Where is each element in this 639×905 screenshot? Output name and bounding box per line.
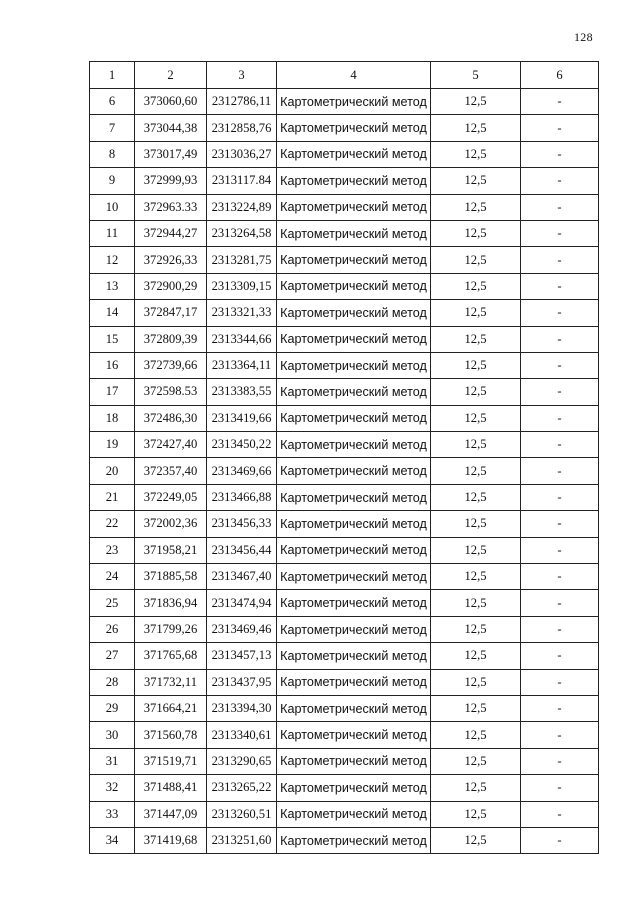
accuracy-cell: 12,5 — [431, 405, 521, 431]
note-cell: - — [521, 194, 599, 220]
table-row — [90, 326, 599, 352]
point-number-cell: 6 — [90, 89, 135, 115]
note-cell: - — [521, 247, 599, 273]
x-coordinate-cell: 371799,26 — [135, 616, 207, 642]
point-number-cell: 15 — [90, 326, 135, 352]
note-cell: - — [521, 115, 599, 141]
method-cell: Картометрический метод — [277, 722, 431, 748]
y-coordinate-cell: 2313383,55 — [207, 379, 277, 405]
point-number-cell: 14 — [90, 300, 135, 326]
y-coordinate-cell: 2313450,22 — [207, 432, 277, 458]
point-number-cell: 33 — [90, 801, 135, 827]
note-cell: - — [521, 300, 599, 326]
method-cell: Картометрический метод — [277, 827, 431, 853]
table-row — [90, 722, 599, 748]
accuracy-cell: 12,5 — [431, 590, 521, 616]
method-cell: Картометрический метод — [277, 115, 431, 141]
y-coordinate-cell: 2313117.84 — [207, 168, 277, 194]
x-coordinate-cell: 372739,66 — [135, 352, 207, 378]
x-coordinate-cell: 373044,38 — [135, 115, 207, 141]
y-coordinate-cell: 2313260,51 — [207, 801, 277, 827]
x-coordinate-cell: 371488,41 — [135, 775, 207, 801]
y-coordinate-cell: 2313281,75 — [207, 247, 277, 273]
note-cell: - — [521, 564, 599, 590]
point-number-cell: 34 — [90, 827, 135, 853]
point-number-cell: 11 — [90, 220, 135, 246]
table-row — [90, 564, 599, 590]
note-cell: - — [521, 695, 599, 721]
accuracy-cell: 12,5 — [431, 722, 521, 748]
x-coordinate-cell: 371664,21 — [135, 695, 207, 721]
y-coordinate-cell: 2313265,22 — [207, 775, 277, 801]
x-coordinate-cell: 372427,40 — [135, 432, 207, 458]
method-cell: Картометрический метод — [277, 801, 431, 827]
y-coordinate-cell: 2313224,89 — [207, 194, 277, 220]
point-number-cell: 29 — [90, 695, 135, 721]
x-coordinate-cell: 372002,36 — [135, 511, 207, 537]
table-row — [90, 273, 599, 299]
x-coordinate-cell: 372357,40 — [135, 458, 207, 484]
method-cell: Картометрический метод — [277, 748, 431, 774]
accuracy-cell: 12,5 — [431, 695, 521, 721]
accuracy-cell: 12,5 — [431, 247, 521, 273]
accuracy-cell: 12,5 — [431, 801, 521, 827]
note-cell: - — [521, 141, 599, 167]
accuracy-cell: 12,5 — [431, 273, 521, 299]
note-cell: - — [521, 722, 599, 748]
header-row — [90, 62, 599, 89]
method-cell: Картометрический метод — [277, 326, 431, 352]
point-number-cell: 27 — [90, 643, 135, 669]
method-cell: Картометрический метод — [277, 695, 431, 721]
method-cell: Картометрический метод — [277, 564, 431, 590]
accuracy-cell: 12,5 — [431, 564, 521, 590]
note-cell: - — [521, 775, 599, 801]
method-cell: Картометрический метод — [277, 643, 431, 669]
y-coordinate-cell: 2312786,11 — [207, 89, 277, 115]
note-cell: - — [521, 511, 599, 537]
point-number-cell: 8 — [90, 141, 135, 167]
y-coordinate-cell: 2313466,88 — [207, 484, 277, 510]
y-coordinate-cell: 2313321,33 — [207, 300, 277, 326]
accuracy-cell: 12,5 — [431, 432, 521, 458]
note-cell: - — [521, 432, 599, 458]
method-cell: Картометрический метод — [277, 352, 431, 378]
x-coordinate-cell: 373060,60 — [135, 89, 207, 115]
point-number-cell: 24 — [90, 564, 135, 590]
y-coordinate-cell: 2312858,76 — [207, 115, 277, 141]
table-row — [90, 458, 599, 484]
method-cell: Картометрический метод — [277, 511, 431, 537]
y-coordinate-cell: 2313457,13 — [207, 643, 277, 669]
table-row — [90, 590, 599, 616]
accuracy-cell: 12,5 — [431, 669, 521, 695]
note-cell: - — [521, 669, 599, 695]
table-row — [90, 748, 599, 774]
x-coordinate-cell: 371958,21 — [135, 537, 207, 563]
method-cell: Картометрический метод — [277, 616, 431, 642]
table-row — [90, 89, 599, 115]
note-cell: - — [521, 801, 599, 827]
y-coordinate-cell: 2313469,66 — [207, 458, 277, 484]
column-header: 3 — [207, 62, 277, 89]
note-cell: - — [521, 484, 599, 510]
y-coordinate-cell: 2313456,44 — [207, 537, 277, 563]
method-cell: Картометрический метод — [277, 379, 431, 405]
method-cell: Картометрический метод — [277, 300, 431, 326]
point-number-cell: 19 — [90, 432, 135, 458]
note-cell: - — [521, 89, 599, 115]
accuracy-cell: 12,5 — [431, 220, 521, 246]
accuracy-cell: 12,5 — [431, 827, 521, 853]
y-coordinate-cell: 2313469,46 — [207, 616, 277, 642]
x-coordinate-cell: 373017,49 — [135, 141, 207, 167]
x-coordinate-cell: 371836,94 — [135, 590, 207, 616]
point-number-cell: 21 — [90, 484, 135, 510]
y-coordinate-cell: 2313419,66 — [207, 405, 277, 431]
method-cell: Картометрический метод — [277, 168, 431, 194]
accuracy-cell: 12,5 — [431, 484, 521, 510]
table-row — [90, 801, 599, 827]
y-coordinate-cell: 2313394,30 — [207, 695, 277, 721]
accuracy-cell: 12,5 — [431, 775, 521, 801]
x-coordinate-cell: 371732,11 — [135, 669, 207, 695]
method-cell: Картометрический метод — [277, 141, 431, 167]
table-row — [90, 695, 599, 721]
method-cell: Картометрический метод — [277, 458, 431, 484]
point-number-cell: 10 — [90, 194, 135, 220]
x-coordinate-cell: 371885,58 — [135, 564, 207, 590]
table-row — [90, 616, 599, 642]
table-row — [90, 405, 599, 431]
accuracy-cell: 12,5 — [431, 352, 521, 378]
accuracy-cell: 12,5 — [431, 537, 521, 563]
x-coordinate-cell: 371447,09 — [135, 801, 207, 827]
x-coordinate-cell: 372598.53 — [135, 379, 207, 405]
method-cell: Картометрический метод — [277, 775, 431, 801]
point-number-cell: 16 — [90, 352, 135, 378]
accuracy-cell: 12,5 — [431, 141, 521, 167]
note-cell: - — [521, 379, 599, 405]
y-coordinate-cell: 2313364,11 — [207, 352, 277, 378]
point-number-cell: 13 — [90, 273, 135, 299]
note-cell: - — [521, 748, 599, 774]
accuracy-cell: 12,5 — [431, 511, 521, 537]
point-number-cell: 25 — [90, 590, 135, 616]
note-cell: - — [521, 405, 599, 431]
y-coordinate-cell: 2313437,95 — [207, 669, 277, 695]
table-row — [90, 247, 599, 273]
table-row — [90, 141, 599, 167]
point-number-cell: 9 — [90, 168, 135, 194]
accuracy-cell: 12,5 — [431, 458, 521, 484]
x-coordinate-cell: 372926,33 — [135, 247, 207, 273]
y-coordinate-cell: 2313251,60 — [207, 827, 277, 853]
x-coordinate-cell: 371519,71 — [135, 748, 207, 774]
accuracy-cell: 12,5 — [431, 643, 521, 669]
y-coordinate-cell: 2313264,58 — [207, 220, 277, 246]
column-header: 1 — [90, 62, 135, 89]
table-row — [90, 669, 599, 695]
point-number-cell: 17 — [90, 379, 135, 405]
page-number: 128 — [574, 30, 593, 44]
method-cell: Картометрический метод — [277, 669, 431, 695]
table-row — [90, 194, 599, 220]
table-row — [90, 775, 599, 801]
method-cell: Картометрический метод — [277, 432, 431, 458]
table-row — [90, 115, 599, 141]
table-body — [90, 89, 599, 854]
point-number-cell: 7 — [90, 115, 135, 141]
accuracy-cell: 12,5 — [431, 168, 521, 194]
method-cell: Картометрический метод — [277, 405, 431, 431]
table-header — [90, 62, 599, 89]
y-coordinate-cell: 2313036,27 — [207, 141, 277, 167]
point-number-cell: 18 — [90, 405, 135, 431]
x-coordinate-cell: 372999,93 — [135, 168, 207, 194]
point-number-cell: 26 — [90, 616, 135, 642]
table-row — [90, 352, 599, 378]
y-coordinate-cell: 2313467,40 — [207, 564, 277, 590]
table-row — [90, 537, 599, 563]
note-cell: - — [521, 458, 599, 484]
table-row — [90, 432, 599, 458]
table-row — [90, 484, 599, 510]
method-cell: Картометрический метод — [277, 273, 431, 299]
method-cell: Картометрический метод — [277, 484, 431, 510]
x-coordinate-cell: 372809,39 — [135, 326, 207, 352]
x-coordinate-cell: 372486,30 — [135, 405, 207, 431]
method-cell: Картометрический метод — [277, 194, 431, 220]
note-cell: - — [521, 537, 599, 563]
point-number-cell: 12 — [90, 247, 135, 273]
x-coordinate-cell: 372900,29 — [135, 273, 207, 299]
note-cell: - — [521, 352, 599, 378]
method-cell: Картометрический метод — [277, 247, 431, 273]
x-coordinate-cell: 371419,68 — [135, 827, 207, 853]
x-coordinate-cell: 371560,78 — [135, 722, 207, 748]
table-row — [90, 643, 599, 669]
accuracy-cell: 12,5 — [431, 326, 521, 352]
note-cell: - — [521, 326, 599, 352]
accuracy-cell: 12,5 — [431, 616, 521, 642]
table-row — [90, 379, 599, 405]
x-coordinate-cell: 372944,27 — [135, 220, 207, 246]
note-cell: - — [521, 220, 599, 246]
note-cell: - — [521, 643, 599, 669]
method-cell: Картометрический метод — [277, 220, 431, 246]
column-header: 4 — [277, 62, 431, 89]
method-cell: Картометрический метод — [277, 537, 431, 563]
point-number-cell: 31 — [90, 748, 135, 774]
point-number-cell: 20 — [90, 458, 135, 484]
accuracy-cell: 12,5 — [431, 115, 521, 141]
table-row — [90, 827, 599, 853]
y-coordinate-cell: 2313309,15 — [207, 273, 277, 299]
y-coordinate-cell: 2313344,66 — [207, 326, 277, 352]
note-cell: - — [521, 616, 599, 642]
point-number-cell: 30 — [90, 722, 135, 748]
column-header: 5 — [431, 62, 521, 89]
y-coordinate-cell: 2313290,65 — [207, 748, 277, 774]
note-cell: - — [521, 273, 599, 299]
table-row — [90, 168, 599, 194]
table-row — [90, 300, 599, 326]
note-cell: - — [521, 168, 599, 194]
accuracy-cell: 12,5 — [431, 89, 521, 115]
x-coordinate-cell: 371765,68 — [135, 643, 207, 669]
point-number-cell: 22 — [90, 511, 135, 537]
accuracy-cell: 12,5 — [431, 748, 521, 774]
note-cell: - — [521, 827, 599, 853]
x-coordinate-cell: 372847,17 — [135, 300, 207, 326]
table-row — [90, 511, 599, 537]
y-coordinate-cell: 2313474,94 — [207, 590, 277, 616]
point-number-cell: 28 — [90, 669, 135, 695]
y-coordinate-cell: 2313340,61 — [207, 722, 277, 748]
accuracy-cell: 12,5 — [431, 300, 521, 326]
point-number-cell: 32 — [90, 775, 135, 801]
x-coordinate-cell: 372249,05 — [135, 484, 207, 510]
note-cell: - — [521, 590, 599, 616]
x-coordinate-cell: 372963.33 — [135, 194, 207, 220]
table-row — [90, 220, 599, 246]
coordinates-table — [89, 61, 599, 854]
column-header: 6 — [521, 62, 599, 89]
method-cell: Картометрический метод — [277, 590, 431, 616]
y-coordinate-cell: 2313456,33 — [207, 511, 277, 537]
accuracy-cell: 12,5 — [431, 379, 521, 405]
point-number-cell: 23 — [90, 537, 135, 563]
column-header: 2 — [135, 62, 207, 89]
method-cell: Картометрический метод — [277, 89, 431, 115]
accuracy-cell: 12,5 — [431, 194, 521, 220]
